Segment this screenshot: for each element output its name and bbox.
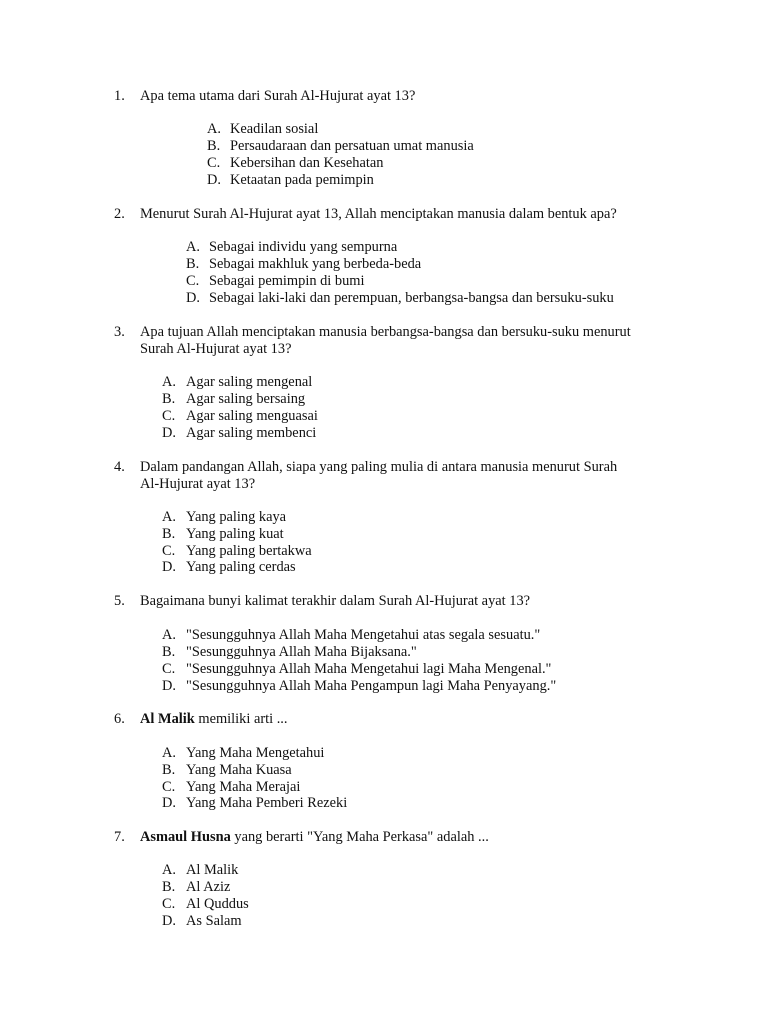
question-text: Apa tema utama dari Surah Al-Hujurat ayat 13? [140, 88, 416, 104]
option-letter: B. [162, 391, 176, 407]
option-letter: C. [162, 896, 176, 912]
question-text: Bagaimana bunyi kalimat terakhir dalam Surah Al-Hujurat ayat 13? [140, 593, 531, 609]
option-text: Yang paling kuat [186, 526, 284, 542]
option-letter: C. [162, 543, 176, 559]
option-letter: B. [162, 644, 176, 660]
question-text-rest: memiliki arti ... [194, 711, 288, 727]
option-text: Sebagai laki-laki dan perempuan, berbangsa-bangsa dan bersuku-suku [209, 290, 614, 306]
option-text: Al Malik [186, 862, 239, 878]
option-letter: C. [162, 408, 176, 424]
question-keyword: Al Malik [140, 711, 195, 727]
option-letter: D. [186, 290, 200, 306]
option-letter: C. [207, 155, 221, 171]
question-number: 1. [114, 88, 125, 104]
option-text: "Sesungguhnya Allah Maha Mengetahui atas segala sesuatu." [186, 627, 541, 643]
option-letter: D. [162, 559, 176, 575]
option-text: Yang Maha Mengetahui [186, 745, 325, 761]
option-text: Yang Maha Pemberi Rezeki [186, 795, 348, 811]
option-text: Agar saling bersaing [186, 391, 306, 407]
question-number: 4. [114, 459, 125, 475]
option-letter: A. [162, 745, 176, 761]
option-text: Keadilan sosial [230, 121, 319, 137]
question-text: Al-Hujurat ayat 13? [140, 476, 256, 492]
option-letter: B. [207, 138, 221, 154]
option-text: "Sesungguhnya Allah Maha Mengetahui lagi Maha Mengenal." [186, 661, 552, 677]
option-letter: D. [162, 425, 176, 441]
option-letter: D. [162, 795, 176, 811]
option-letter: A. [162, 627, 176, 643]
option-text: Ketaatan pada pemimpin [230, 172, 374, 188]
question-number: 2. [114, 206, 125, 222]
question-number: 6. [114, 711, 125, 727]
option-text: Al Quddus [186, 896, 249, 912]
option-text: Kebersihan dan Kesehatan [230, 155, 384, 171]
option-letter: C. [162, 661, 176, 677]
option-text: Yang Maha Kuasa [186, 762, 292, 778]
option-text: As Salam [186, 913, 242, 929]
option-text: Sebagai pemimpin di bumi [209, 273, 365, 289]
option-text: Yang Maha Merajai [186, 779, 301, 795]
option-text: Yang paling cerdas [186, 559, 296, 575]
question-text: Apa tujuan Allah menciptakan manusia berbangsa-bangsa dan bersuku-suku menurut [140, 324, 631, 340]
question-text: Menurut Surah Al-Hujurat ayat 13, Allah menciptakan manusia dalam bentuk apa? [140, 206, 617, 222]
option-letter: A. [162, 509, 176, 525]
option-text: "Sesungguhnya Allah Maha Pengampun lagi Maha Penyayang." [186, 678, 557, 694]
question-text [140, 711, 700, 728]
question-text: Dalam pandangan Allah, siapa yang paling mulia di antara manusia menurut Surah [140, 459, 618, 475]
question-keyword: Asmaul Husna [140, 829, 231, 845]
option-text: Agar saling membenci [186, 425, 317, 441]
question-number: 7. [114, 829, 125, 845]
option-letter: D. [162, 913, 176, 929]
question-text [140, 829, 700, 846]
option-text: Agar saling menguasai [186, 408, 318, 424]
option-letter: B. [162, 762, 176, 778]
option-letter: A. [162, 374, 176, 390]
option-letter: D. [162, 678, 176, 694]
option-text: Sebagai individu yang sempurna [209, 239, 398, 255]
option-letter: B. [162, 526, 176, 542]
option-letter: C. [162, 779, 176, 795]
question-number: 5. [114, 593, 125, 609]
option-text: "Sesungguhnya Allah Maha Bijaksana." [186, 644, 417, 660]
option-letter: A. [186, 239, 200, 255]
option-letter: D. [207, 172, 221, 188]
option-text: Al Aziz [186, 879, 231, 895]
option-text: Sebagai makhluk yang berbeda-beda [209, 256, 422, 272]
question-number: 3. [114, 324, 125, 340]
option-text: Yang paling bertakwa [186, 543, 312, 559]
option-letter: B. [186, 256, 200, 272]
option-text: Yang paling kaya [186, 509, 287, 525]
option-letter: C. [186, 273, 200, 289]
question-text: Surah Al-Hujurat ayat 13? [140, 341, 292, 357]
option-letter: B. [162, 879, 176, 895]
option-text: Agar saling mengenal [186, 374, 313, 390]
question-text-rest: yang berarti "Yang Maha Perkasa" adalah ... [230, 829, 489, 845]
option-letter: A. [207, 121, 221, 137]
option-text: Persaudaraan dan persatuan umat manusia [230, 138, 474, 154]
option-letter: A. [162, 862, 176, 878]
